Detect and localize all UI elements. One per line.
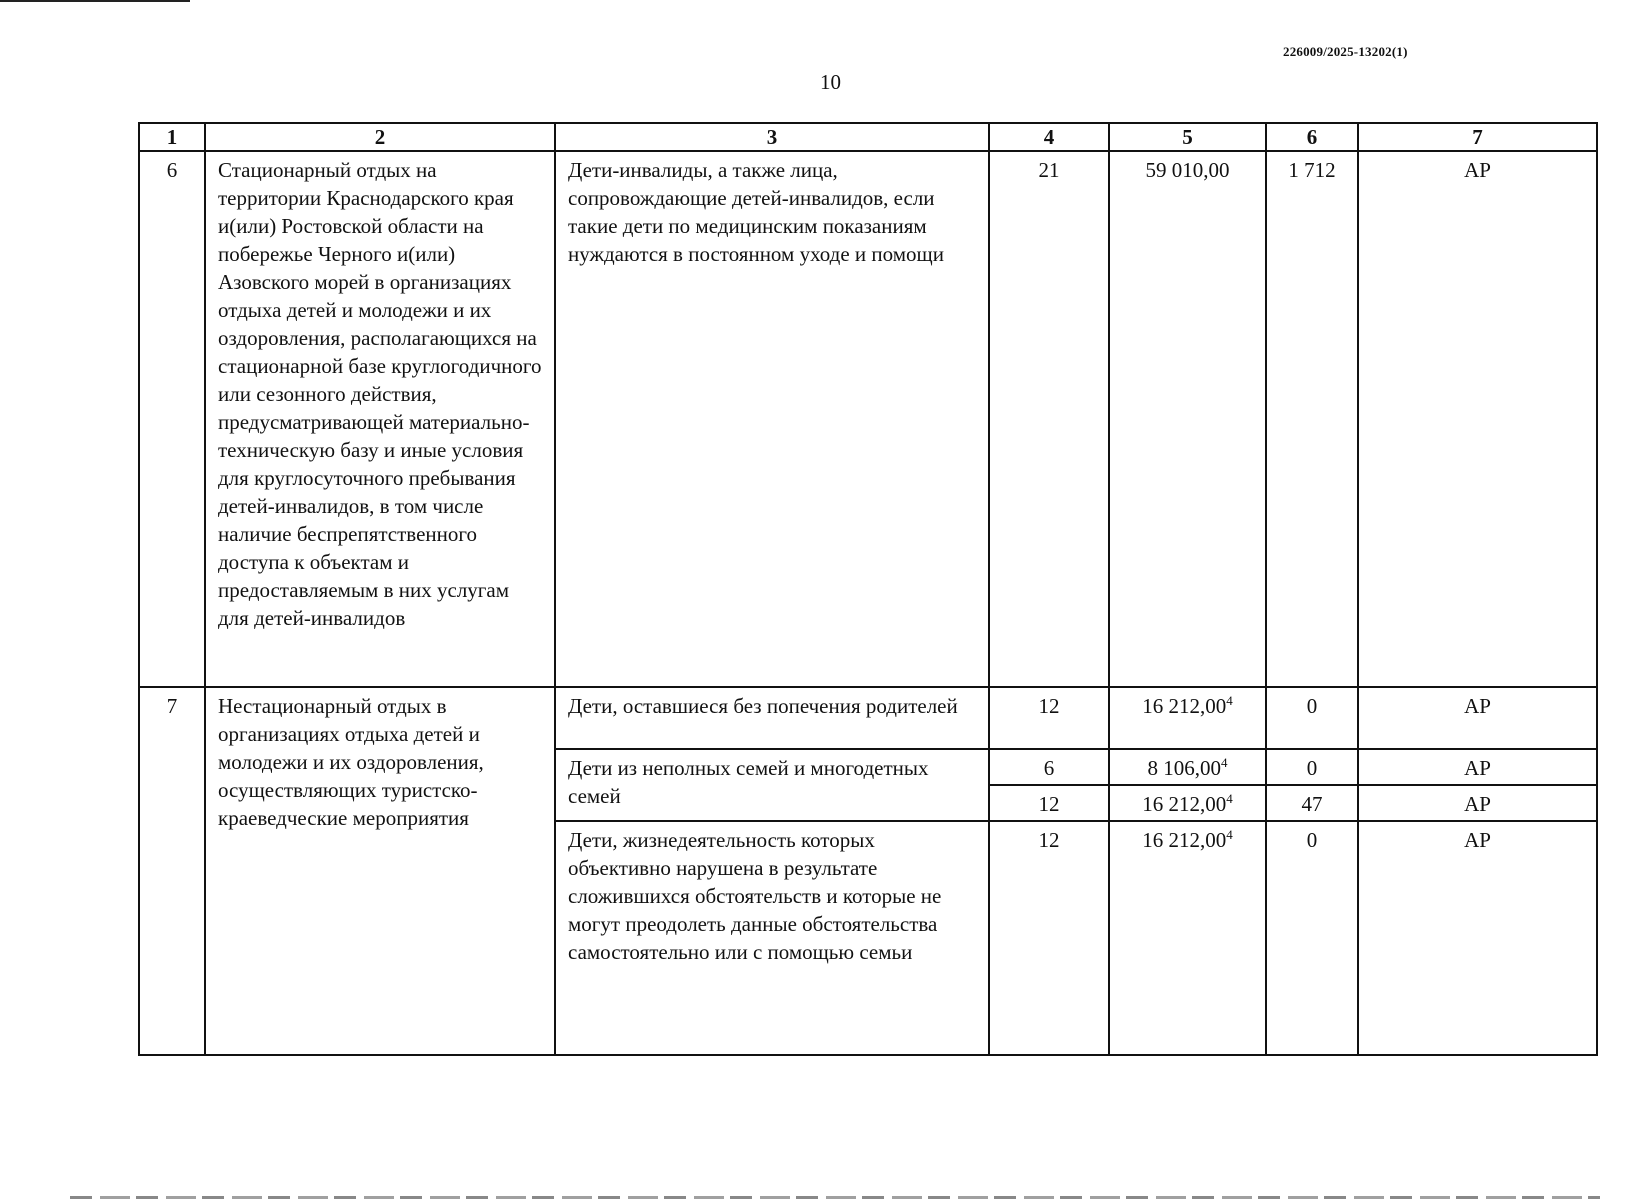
row-number: 6 — [139, 151, 205, 687]
cell-col6: 0 — [1266, 821, 1358, 1055]
amount-value: 8 106,00 — [1147, 756, 1221, 780]
column-header-row — [139, 123, 1597, 151]
cell-col5: 59 010,00 — [1109, 151, 1266, 687]
column-header-3: 3 — [555, 123, 989, 151]
amount-value: 16 212,00 — [1142, 694, 1227, 718]
column-header-7: 7 — [1358, 123, 1597, 151]
column-header-5: 5 — [1109, 123, 1266, 151]
cell-col5 — [1109, 749, 1266, 785]
table-row — [139, 687, 1597, 749]
footnote-mark: 4 — [1226, 693, 1233, 708]
cell-col4: 6 — [989, 749, 1109, 785]
amount-value: 16 212,00 — [1142, 828, 1227, 852]
column-header-6: 6 — [1266, 123, 1358, 151]
cell-col4: 12 — [989, 785, 1109, 821]
scan-artifact-top — [0, 0, 190, 2]
rest-type-description: Стационарный отдых на территории Краснодарского края и(или) Ростовской области на побережье Черного и(или) Азовского морей в организациях отдыха детей и молодежи и их оздоровления, располагающихся на стационарной базе круглогодичного или сезонного действия, предусматривающей материально-техническую базу и иные условия для круглосуточного пребывания детей-инвалидов, в том числе наличие беспрепятственного доступа к объектам и предоставляемым в них услугам для детей-инвалидов — [205, 151, 555, 687]
cell-col6: 1 712 — [1266, 151, 1358, 687]
page-number: 10 — [820, 70, 841, 94]
cell-col7: АР — [1358, 785, 1597, 821]
beneficiary-category: Дети-инвалиды, а также лица, сопровождающие детей-инвалидов, если такие дети по медицинским показаниям нуждаются в постоянном уходе и помощи — [555, 151, 989, 687]
cell-col5 — [1109, 687, 1266, 749]
beneficiary-category: Дети, оставшиеся без попечения родителей — [555, 687, 989, 749]
document-number: 226009/2025-13202(1) — [1283, 44, 1408, 59]
cell-col7: АР — [1358, 821, 1597, 1055]
cell-col6: 47 — [1266, 785, 1358, 821]
column-header-2: 2 — [205, 123, 555, 151]
cell-col7: АР — [1358, 151, 1597, 687]
rest-type-description: Нестационарный отдых в организациях отдыха детей и молодежи и их оздоровления, осуществляющих туристско-краеведческие мероприятия — [205, 687, 555, 1055]
cell-col7: АР — [1358, 749, 1597, 785]
cell-col5 — [1109, 821, 1266, 1055]
footnote-mark: 4 — [1226, 791, 1233, 806]
column-header-1: 1 — [139, 123, 205, 151]
cell-col6: 0 — [1266, 749, 1358, 785]
footnote-mark: 4 — [1226, 827, 1233, 842]
cell-col5 — [1109, 785, 1266, 821]
beneficiary-category: Дети, жизнедеятельность которых объективно нарушена в результате сложившихся обстоятельств и которые не могут преодолеть данные обстоятельства самостоятельно или с помощью семьи — [555, 821, 989, 1055]
column-header-4: 4 — [989, 123, 1109, 151]
footnote-mark: 4 — [1221, 755, 1228, 770]
tariff-table — [138, 122, 1598, 1056]
scan-artifact-bottom — [70, 1196, 1600, 1199]
table-row — [139, 151, 1597, 687]
amount-value: 16 212,00 — [1142, 792, 1227, 816]
row-number: 7 — [139, 687, 205, 1055]
cell-col7: АР — [1358, 687, 1597, 749]
cell-col4: 21 — [989, 151, 1109, 687]
cell-col6: 0 — [1266, 687, 1358, 749]
cell-col4: 12 — [989, 821, 1109, 1055]
beneficiary-category: Дети из неполных семей и многодетных семей — [555, 749, 989, 821]
cell-col4: 12 — [989, 687, 1109, 749]
